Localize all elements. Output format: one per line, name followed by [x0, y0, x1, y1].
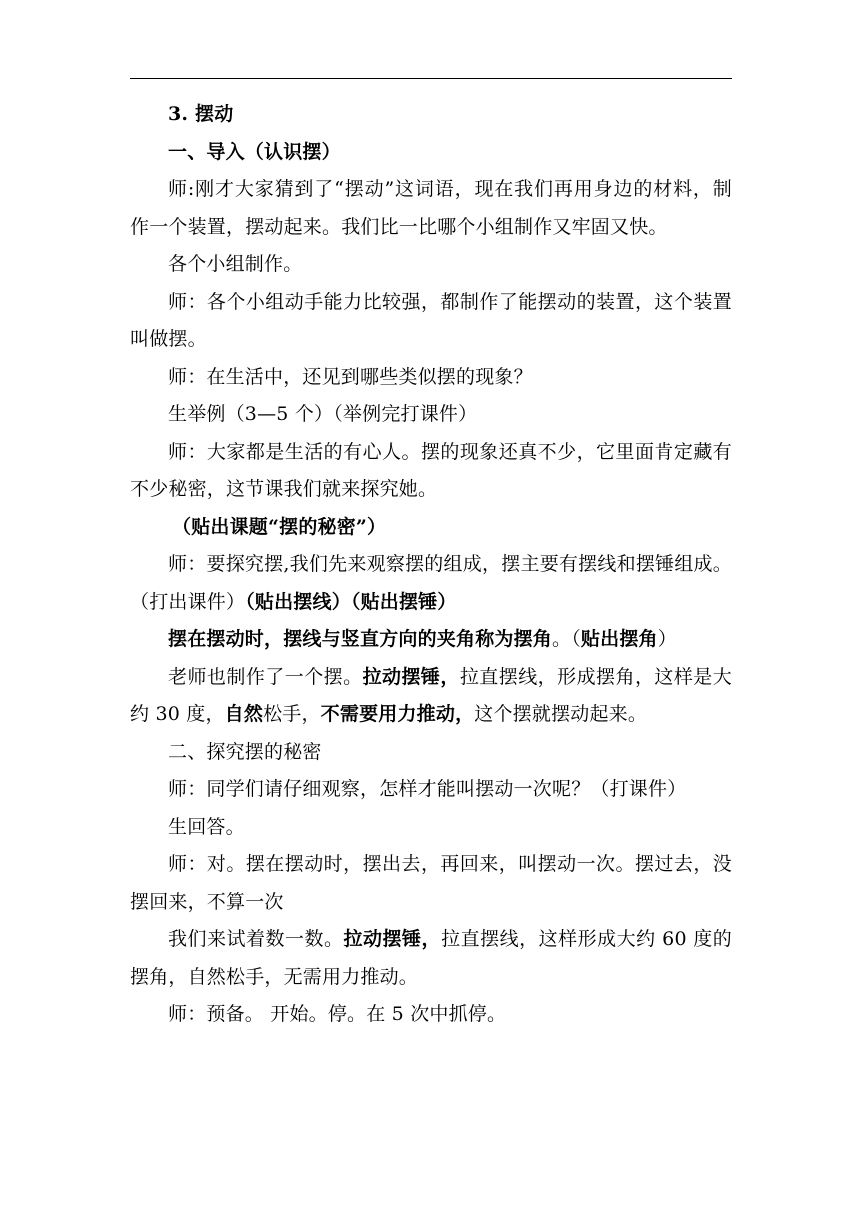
paragraph-14-a: 我们来试着数一数。 [168, 928, 344, 950]
paragraph-4: 师：在生活中，还见到哪些类似摆的现象？ [168, 365, 533, 388]
paragraph-14-c: 拉直摆线，这样形成大约 60 度的摆角，自然松手，无需用力推动。 [130, 928, 732, 988]
paragraph-10 [130, 659, 732, 734]
paragraph-13: 师：对。摆在摆动时，摆出去，再回来，叫摆动一次。摆过去，没摆回来，不算一次 [130, 853, 732, 913]
paragraph-8-bold: （贴出摆线）（贴出摆锤） [245, 590, 457, 613]
paragraph-15: 师：预备。 开始。停。在 5 次中抓停。 [168, 1003, 507, 1025]
paragraph-12: 生回答。 [168, 815, 245, 838]
paragraph-9-bold: 摆在摆动时，摆线与竖直方向的夹角称为摆角 [168, 628, 553, 650]
paragraph-10-b: 拉动摆锤， [362, 665, 460, 688]
paragraph-10-d: 自然 [224, 703, 264, 725]
part2-heading: 二、探究摆的秘密 [168, 740, 322, 763]
paragraph-3: 师：各个小组动手能力比较强，都制作了能摆动的装置，这个装置叫做摆。 [130, 290, 732, 350]
paragraph-10-f: 不需要用力推动， [320, 703, 475, 725]
paragraph-1: 师:刚才大家猜到了“摆动”这词语，现在我们再用身边的材料，制作一个装置，摆动起来。我们比一比哪个小组制作又牢固又快。 [130, 178, 732, 238]
paragraph-10-g: 这个摆就摆动起来。 [474, 703, 648, 725]
paragraph-8-text: 师：要探究摆,我们先来观察摆的组成，摆主要有摆线和摆锤组成。（打出课件） [130, 553, 732, 613]
paragraph-14 [130, 921, 732, 996]
part1-heading: 一、导入（认识摆） [168, 140, 341, 163]
paragraph-11: 师：同学们请仔细观察，怎样才能叫摆动一次呢？（打课件） [168, 778, 687, 800]
paragraph-8 [130, 546, 732, 621]
header-rule [130, 78, 732, 79]
paragraph-14-b: 拉动摆锤， [343, 928, 442, 950]
paragraph-10-e: 松手， [263, 703, 321, 725]
paragraph-9-bold-note: 贴出摆角 [580, 628, 658, 650]
paragraph-9-text: 。（ [552, 628, 581, 650]
paragraph-9-close: ） [657, 628, 677, 650]
paragraph-9 [130, 621, 732, 659]
paragraph-2: 各个小组制作。 [168, 253, 303, 275]
paragraph-6: 师：大家都是生活的有心人。摆的现象还真不少，它里面肯定藏有不少秘密，这节课我们就来探究她。 [130, 440, 732, 500]
section-title: 3. 摆动 [168, 103, 234, 125]
paragraph-5: 生举例（3—5 个）（举例完打课件） [168, 403, 478, 425]
paragraph-7-title-note: （贴出课题“摆的秘密”） [172, 515, 387, 538]
paragraph-10-a: 老师也制作了一个摆。 [168, 665, 363, 688]
paragraph-10-c: 拉直摆线，形成摆角，这样是大约 30 度， [130, 665, 732, 725]
document-body [130, 96, 732, 1034]
